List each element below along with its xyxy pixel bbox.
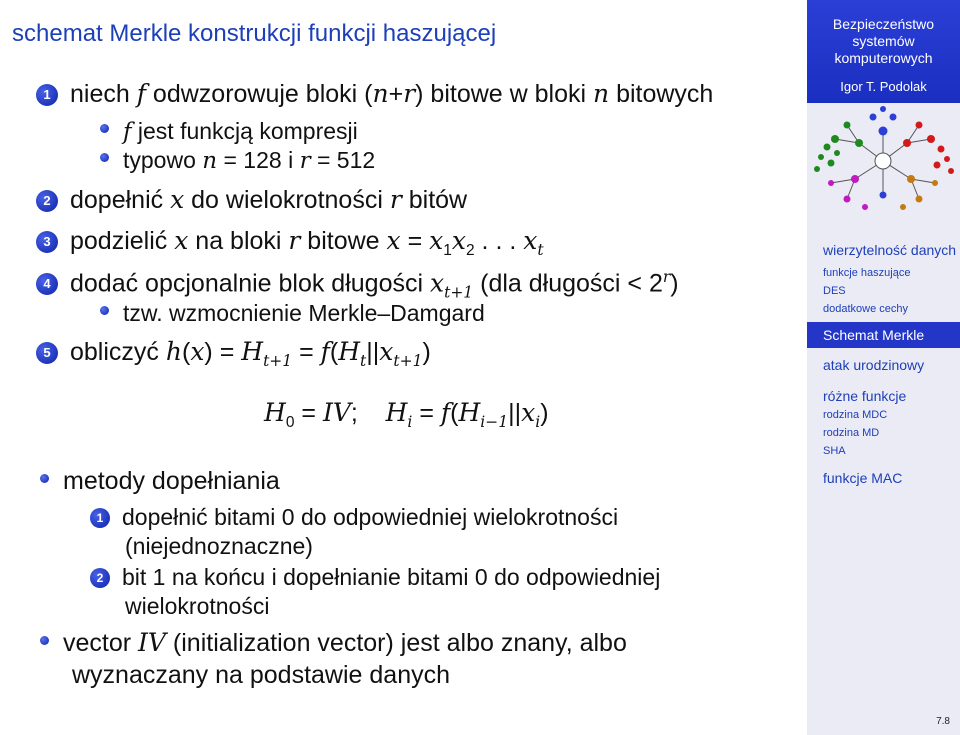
page-number: 7.8 <box>936 716 950 727</box>
sidebar-section-various-functions[interactable]: różne funkcje <box>823 388 907 404</box>
display-equation: $H_0$ = IV; $H_i = f(H_{i-1}||x_i)$ <box>264 398 549 431</box>
method-item-2: 2 bit 1 na końcu i dopełnianie bitami 0 do odpowiedniej <box>90 562 660 592</box>
bullet-icon <box>100 306 109 315</box>
bullet-icon <box>40 474 49 483</box>
sidebar-item-birthday-attack[interactable]: atak urodzinowy <box>823 357 925 373</box>
method-item-2-cont: wielokrotności <box>125 593 270 619</box>
sidebar-item-md-family[interactable]: rodzina MD <box>823 427 880 439</box>
bullet-icon <box>100 153 109 162</box>
slide-title: schemat Merkle konstrukcji funkcji haszującej <box>12 20 497 47</box>
sidebar-title-line-3: komputerowych <box>834 50 933 66</box>
sub-bullet-merkle-damgard: tzw. wzmocnienie Merkle–Damgard <box>100 298 485 328</box>
sidebar-item-merkle-scheme[interactable]: Schemat Merkle <box>823 327 925 343</box>
sidebar-title-line-2: systemów <box>852 33 915 49</box>
enum-item-4: 4 dodać opcjonalnie blok długości $x_{t+1}$ (dla długości < $2^r$) <box>36 262 679 307</box>
sidebar <box>807 0 960 735</box>
enum-number: 2 <box>36 190 58 212</box>
sidebar-item-extra-features[interactable]: dodatkowe cechy <box>823 303 908 315</box>
sidebar-item-mdc-family[interactable]: rodzina MDC <box>823 409 888 421</box>
method-item-1-cont: (niejednoznaczne) <box>125 533 313 559</box>
sidebar-item-sha[interactable]: SHA <box>823 445 846 457</box>
sidebar-item-hash-functions[interactable]: funkcje haszujące <box>823 267 911 279</box>
enum-number: 5 <box>36 342 58 364</box>
sidebar-section-mac[interactable]: funkcje MAC <box>823 470 903 486</box>
enum-number: 1 <box>36 84 58 106</box>
sidebar-author: Igor T. Podolak <box>840 79 927 94</box>
sidebar-title-line-1: Bezpieczeństwo <box>832 16 935 32</box>
bullet-iv: vector IV (initialization vector) jest albo znany, albo <box>40 628 627 658</box>
enum-item-3: 3 podzielić x na bloki r bitowe $x = x_1x_2$ . . . $x_t$ <box>36 226 544 266</box>
enum-item-5: 5 obliczyć $h(x) = H_{t+1} = f(H_t||x_{t+1})$ <box>36 337 431 376</box>
bullet-padding-methods: metody dopełniania <box>40 466 280 496</box>
enum-item-2: 2 dopełnić x do wielokrotności r bitów <box>36 185 467 215</box>
enum-number: 3 <box>36 231 58 253</box>
enum-item-1: 1 niech f odwzorowuje bloki (n+r) bitowe w bloki n bitowych <box>36 79 713 109</box>
sub-bullet-typical: typowo n = 128 i r = 512 <box>100 145 375 176</box>
sidebar-item-des[interactable]: DES <box>823 285 846 297</box>
sub-bullet-compression: f jest funkcją kompresji <box>100 116 358 147</box>
enum-number: 2 <box>90 568 110 588</box>
enum-number: 1 <box>90 508 110 528</box>
tree-logo-icon <box>807 103 960 223</box>
sidebar-header <box>807 0 960 103</box>
method-item-1: 1 dopełnić bitami 0 do odpowiedniej wielokrotności <box>90 502 618 532</box>
enum-number: 4 <box>36 273 58 295</box>
bullet-icon <box>40 636 49 645</box>
bullet-icon <box>100 124 109 133</box>
bullet-iv-cont: wyznaczany na podstawie danych <box>72 661 451 689</box>
sidebar-section-authentication[interactable]: wierzytelność danych <box>823 242 957 258</box>
